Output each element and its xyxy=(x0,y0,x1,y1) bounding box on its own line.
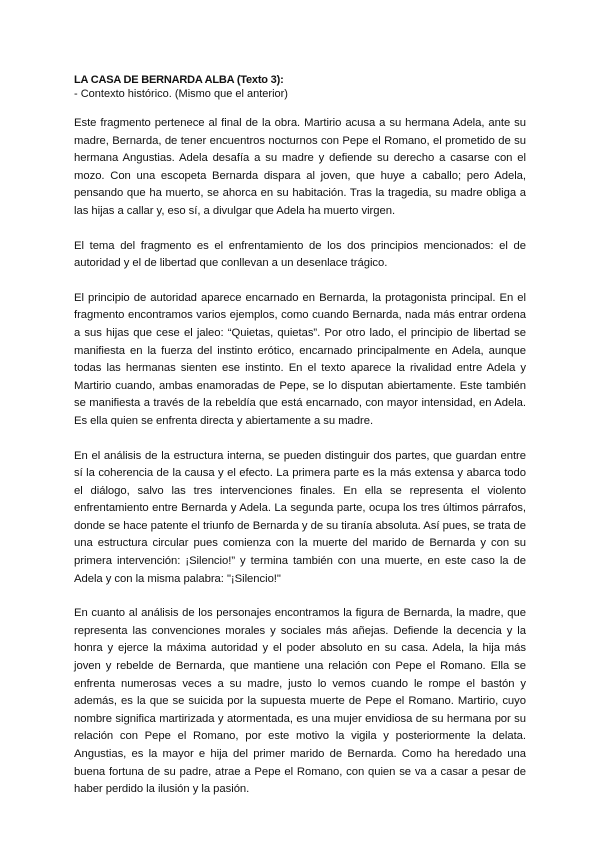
paragraph-principles: El principio de autoridad aparece encarnado en Bernarda, la protagonista principal. En el fragmento encontramos varios ejemplos, como cuando Bernarda, nada más entrar ordena a sus hijas que cese el jaleo: “Quietas, quietas”. Por otro lado, el principio de libertad se manifiesta en la fuerza del instinto erótico, encarnado principalmente en Adela, aunque todas las hermanas sienten ese instinto. En el texto aparece la rivalidad entre Adela y Martirio cuando, ambas enamoradas de Pepe, se lo disputan abiertamente. Este también se manifiesta a través de la rebeldía que está encarnado, con mayor intensidad, en Adela. Es ella quien se enfrenta directa y abiertamente a su madre. xyxy=(74,291,526,427)
paragraph-theme: El tema del fragmento es el enfrentamiento de los dos principios mencionados: el de autoridad y el de libertad que conllevan a un desenlace trágico. xyxy=(74,239,526,270)
document-page xyxy=(74,73,526,816)
paragraph-summary: Este fragmento pertenece al final de la obra. Martirio acusa a su hermana Adela, ante su madre, Bernarda, de tener encuentros nocturnos con Pepe el Romano, el prometido de su hermana Angustias. Adela desafía a su madre y defiende su derecho a casarse con el mozo. Con una escopeta Bernarda dispara al joven, que huye a caballo; pero Adela, pensando que ha muerto, se ahorca en su habitación. Tras la tragedia, su madre obliga a las hijas a callar y, eso sí, a divulgar que Adela ha muerto virgen. xyxy=(74,117,526,217)
document-subtitle: - Contexto histórico. (Mismo que el anterior) xyxy=(74,88,288,100)
document-title: LA CASA DE BERNARDA ALBA (Texto 3): xyxy=(74,74,284,86)
paragraph-characters: En cuanto al análisis de los personajes encontramos la figura de Bernarda, la madre, que representa las convenciones morales y sociales más añejas. Defiende la decencia y la honra y ejerce la máxima autoridad y el poder absoluto en su casa. Adela, la hija más joven y rebelde de Bernarda, que mantiene una relación con Pepe el Romano. Ella se enfrenta numerosas veces a su madre, justo lo vemos cuando le rompe el bastón y además, es la que se suicida por la supuesta muerte de Pepe el Romano. Martirio, cuyo nombre significa martirizada y atormentada, es una mujer envidiosa de su hermana por su relación con Pepe el Romano, por este motivo la vigila y posteriormente la delata. Angustias, es la mayor e hija del primer marido de Bernarda. Como ha heredado una buena fortuna de su padre, atrae a Pepe el Romano, con quien se va a casar a pesar de haber perdido la ilusión y la pasión. xyxy=(74,607,526,796)
paragraph-structure: En el análisis de la estructura interna, se pueden distinguir dos partes, que guardan entre sí la coherencia de la causa y el efecto. La primera parte es la más extensa y abarca todo el diálogo, salvo las tres intervenciones finales. En ella se representa el violento enfrentamiento entre Bernarda y Adela. La segunda parte, ocupa los tres últimos párrafos, donde se hace patente el triunfo de Bernarda y de su tiranía absoluta. Así pues, se trata de una estructura circular pues comienza con la muerte del marido de Bernarda y con su primera intervención: ¡Silencio!” y termina también con una muerte, en este caso la de Adela y con la misma palabra: "¡Silencio!" xyxy=(74,449,526,585)
